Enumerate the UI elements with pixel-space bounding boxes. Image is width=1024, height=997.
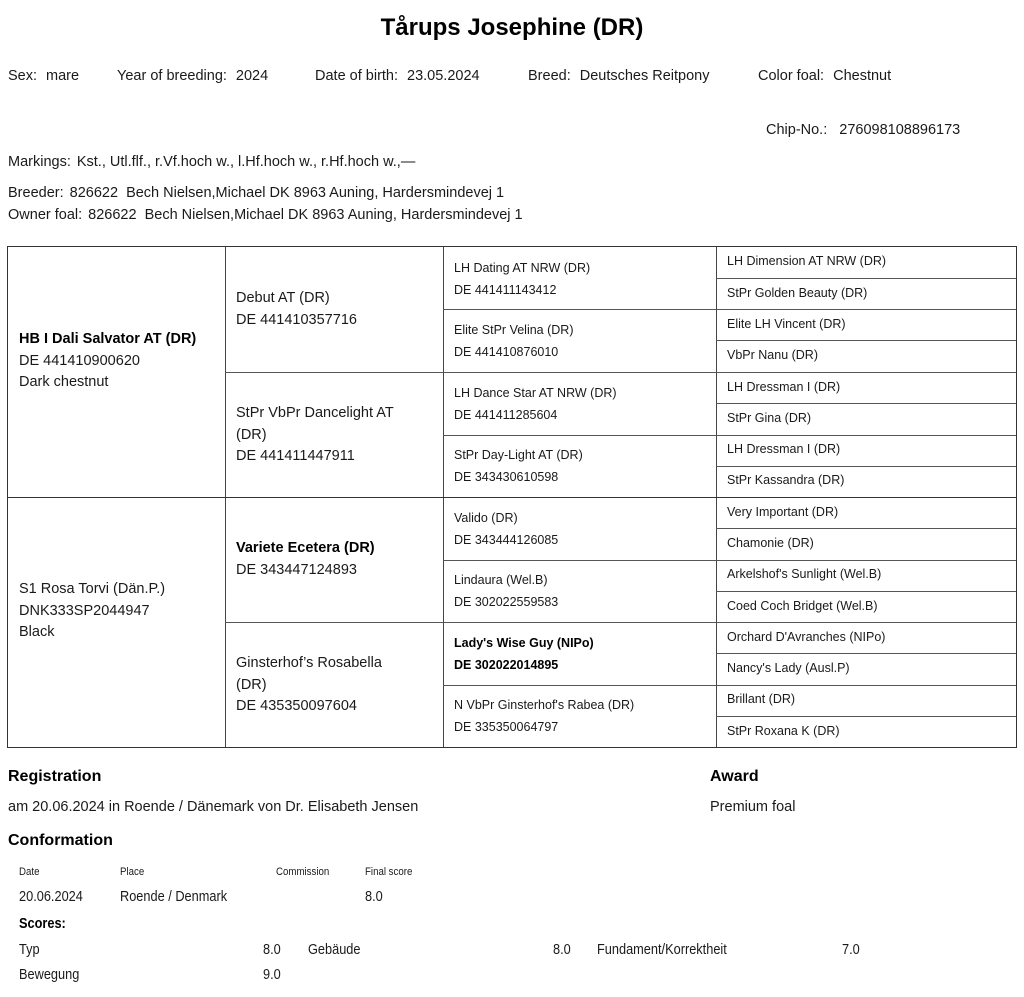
pedigree-gen4: Nancy's Lady (Ausl.P)	[727, 661, 850, 675]
ancestor-name: LH Dance Star AT NRW (DR)	[454, 386, 617, 400]
chip-label: Chip-No.:	[766, 122, 828, 138]
registration-text: am 20.06.2024 in Roende / Dänemark von Dr. Elisabeth Jensen	[8, 799, 419, 815]
ancestor-name: Elite StPr Velina (DR)	[454, 323, 574, 337]
scores-label: Scores:	[19, 916, 66, 932]
score-value: 8.0	[263, 942, 281, 958]
breed-label: Breed:	[528, 68, 571, 84]
ancestor-id: DE 343447124893	[236, 561, 357, 578]
divider	[716, 528, 1016, 529]
markings-label: Markings:	[8, 154, 71, 170]
divider	[225, 622, 1016, 623]
divider	[716, 466, 1016, 467]
pedigree-gen3	[454, 632, 594, 676]
pedigree-gen4: Elite LH Vincent (DR)	[727, 317, 846, 331]
ancestor-id: DE 441411143412	[454, 283, 557, 297]
breeder-label: Breeder:	[8, 185, 64, 201]
divider	[716, 716, 1016, 717]
breeder-value: 826622 Bech Nielsen,Michael DK 8963 Auning, Hardersmindevej 1	[69, 185, 505, 201]
divider	[716, 278, 1016, 279]
sex-field	[8, 68, 79, 84]
ancestor-name: Debut AT (DR)	[236, 290, 330, 306]
pedigree-gen2	[236, 403, 408, 468]
dob-field	[315, 68, 480, 84]
dob-value: 23.05.2024	[407, 68, 480, 84]
ancestor-name: StPr Day-Light AT (DR)	[454, 448, 583, 462]
year-value: 2024	[235, 68, 269, 84]
divider	[443, 560, 1016, 561]
ancestor-name: Lindaura (Wel.B)	[454, 573, 548, 587]
sex-value: mare	[46, 68, 80, 84]
registration-heading: Registration	[8, 768, 102, 785]
pedigree-gen4: StPr Gina (DR)	[727, 411, 812, 425]
dam-id: DNK333SP2044947	[19, 602, 150, 619]
score-value: 8.0	[553, 942, 571, 958]
pedigree-sire	[19, 329, 219, 394]
sire-id: DE 441410900620	[19, 352, 140, 369]
pedigree-dam	[19, 579, 219, 644]
conformation-final-score: 8.0	[365, 889, 383, 905]
pedigree-gen4: LH Dimension AT NRW (DR)	[727, 254, 887, 268]
pedigree-gen3	[454, 257, 590, 301]
ancestor-name: Variete Ecetera (DR)	[236, 540, 375, 556]
pedigree-gen3	[454, 569, 558, 613]
dam-name: S1 Rosa Torvi (Dän.P.)	[19, 581, 166, 597]
score-value: 7.0	[842, 942, 860, 958]
year-label: Year of breeding:	[117, 68, 227, 84]
column-header-date: Date	[19, 866, 40, 878]
pedigree-gen3	[454, 507, 558, 551]
pedigree-gen4: VbPr Nanu (DR)	[727, 348, 818, 362]
pedigree-gen3	[454, 382, 617, 426]
chip-value: 276098108896173	[839, 122, 961, 138]
pedigree-gen4: LH Dressman I (DR)	[727, 442, 841, 456]
owner-field	[8, 207, 523, 223]
color-field	[758, 68, 891, 84]
score-label: Fundament/Korrektheit	[597, 942, 727, 958]
conformation-date: 20.06.2024	[19, 889, 83, 905]
award-heading: Award	[710, 768, 759, 785]
ancestor-id: DE 441411285604	[454, 408, 558, 422]
divider	[716, 403, 1016, 404]
breed-value: Deutsches Reitpony	[579, 68, 710, 84]
score-label: Bewegung	[19, 967, 80, 983]
column-header-place: Place	[120, 866, 145, 878]
color-label: Color foal:	[758, 68, 825, 84]
ancestor-name: Valido (DR)	[454, 511, 518, 525]
divider	[716, 591, 1016, 592]
chip-field	[766, 122, 960, 138]
ancestor-id: DE 343430610598	[454, 470, 559, 484]
conformation-place: Roende / Denmark	[120, 889, 228, 905]
ancestor-name: N VbPr Ginsterhof's Rabea (DR)	[454, 698, 635, 712]
pedigree-gen2	[236, 288, 436, 331]
dam-color: Black	[19, 624, 55, 640]
ancestor-id: DE 441410876010	[454, 345, 559, 359]
ancestor-name: StPr VbPr Dancelight AT (DR)	[236, 405, 394, 443]
pedigree-gen4: LH Dressman I (DR)	[727, 380, 841, 394]
sire-name: HB I Dali Salvator AT (DR)	[19, 331, 197, 347]
ancestor-name: LH Dating AT NRW (DR)	[454, 261, 591, 275]
owner-label: Owner foal:	[8, 207, 83, 223]
pedigree-gen4: Very Important (DR)	[727, 505, 839, 519]
ancestor-name: Lady's Wise Guy (NIPo)	[454, 636, 594, 650]
pedigree-gen3	[454, 444, 583, 488]
ancestor-id: DE 302022559583	[454, 595, 559, 609]
markings-value: Kst., Utl.flf., r.Vf.hoch w., l.Hf.hoch w., r.Hf.hoch w.,—	[76, 154, 416, 170]
ancestor-name: Ginsterhof’s Rosabella (DR)	[236, 655, 382, 693]
ancestor-id: DE 441411447911	[236, 448, 355, 464]
score-label: Typ	[19, 942, 40, 958]
pedigree-table	[7, 246, 1017, 748]
markings-field	[8, 154, 415, 170]
ancestor-id: DE 343444126085	[454, 533, 559, 547]
score-label: Gebäude	[308, 942, 361, 958]
divider	[225, 372, 1016, 373]
color-value: Chestnut	[833, 68, 892, 84]
pedigree-gen2	[236, 538, 436, 581]
ancestor-id: DE 435350097604	[236, 698, 357, 714]
pedigree-gen4: Arkelshof's Sunlight (Wel.B)	[727, 567, 882, 581]
pedigree-gen4: StPr Kassandra (DR)	[727, 473, 845, 487]
award-text: Premium foal	[710, 799, 796, 815]
score-value: 9.0	[263, 967, 281, 983]
pedigree-gen4: Orchard D'Avranches (NIPo)	[727, 630, 886, 644]
ancestor-id: DE 335350064797	[454, 720, 559, 734]
pedigree-gen4: Chamonie (DR)	[727, 536, 814, 550]
pedigree-gen2	[236, 653, 408, 718]
page-title: Tårups Josephine (DR)	[380, 14, 644, 41]
column-header-commission: Commission	[276, 866, 330, 878]
pedigree-gen4: StPr Golden Beauty (DR)	[727, 286, 868, 300]
breeder-field	[8, 185, 504, 201]
dob-label: Date of birth:	[315, 68, 399, 84]
owner-value: 826622 Bech Nielsen,Michael DK 8963 Auning, Hardersmindevej 1	[88, 207, 523, 223]
sire-color: Dark chestnut	[19, 374, 109, 390]
ancestor-id: DE 302022014895	[454, 658, 559, 672]
divider	[8, 497, 1016, 498]
column-header-final-score: Final score	[365, 866, 413, 878]
sex-label: Sex:	[8, 68, 38, 84]
pedigree-gen4: StPr Roxana K (DR)	[727, 724, 840, 738]
pedigree-gen3	[454, 694, 634, 738]
divider	[443, 309, 1016, 310]
divider	[443, 685, 1016, 686]
breed-field	[528, 68, 710, 84]
pedigree-gen4: Coed Coch Bridget (Wel.B)	[727, 599, 878, 613]
divider	[443, 435, 1016, 436]
ancestor-id: DE 441410357716	[236, 311, 357, 328]
pedigree-gen3	[454, 319, 573, 363]
conformation-heading: Conformation	[8, 832, 113, 849]
divider	[716, 653, 1016, 654]
year-field	[117, 68, 268, 84]
pedigree-gen4: Brillant (DR)	[727, 692, 796, 706]
divider	[716, 340, 1016, 341]
